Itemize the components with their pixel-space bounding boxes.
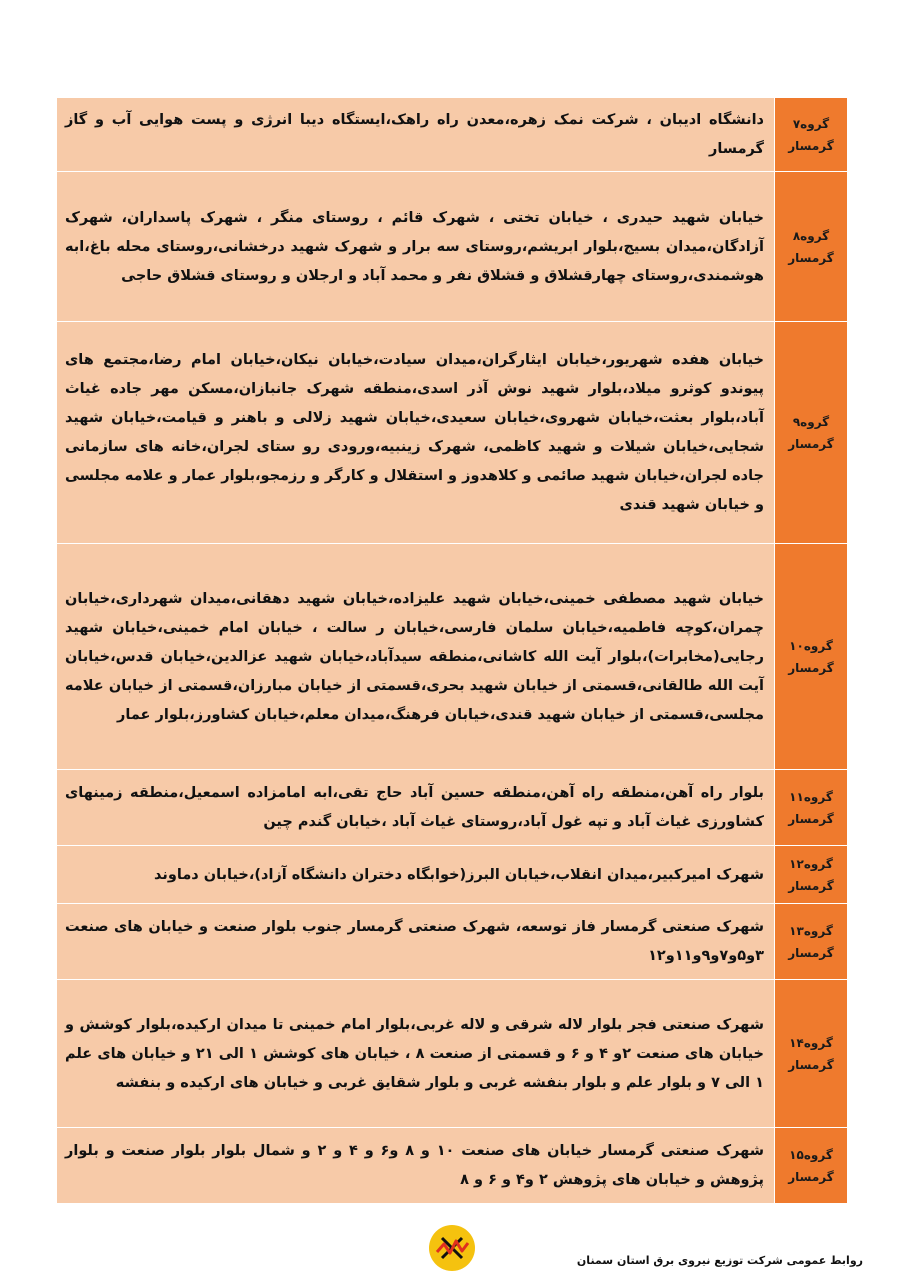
areas-cell: خیابان شهید حیدری ، خیابان تختی ، شهرک قائم ، روستای منگر ، شهرک پاسداران، شهرک آزادگان،میدان بسیج،بلوار ابریشم،روستای سه برار و شهرک شهید درخشانی،روستای محله باغ،ابه هوشمندی،روستای چهارقشلاق و قشلاق نفر و محمد آباد و ارجلان و روستای قشلاق حاجی (57, 172, 775, 322)
table-row (57, 1128, 848, 1204)
group-number: گروه۱۴ (789, 1035, 833, 1050)
group-label-cell (775, 980, 848, 1128)
group-city: گرمسار (788, 1057, 834, 1072)
group-label-cell (775, 544, 848, 770)
table-row (57, 846, 848, 904)
areas-cell: شهرک صنعتی فجر بلوار لاله شرقی و لاله غربی،بلوار امام خمینی تا میدان ارکیده،بلوار کوشش و خیابان های صنعت ۲و ۴ و ۶ و قسمتی از صنعت ۸ ، خیابان های کوشش ۱ الی ۲۱ و خیابان های علم ۱ الی ۷ و بلوار علم و بلوار بنفشه غربی و بلوار شقایق غربی و خیابان های ارکیده و بنفشه (57, 980, 775, 1128)
table-row (57, 770, 848, 846)
table-row (57, 322, 848, 544)
group-city: گرمسار (788, 1169, 834, 1184)
group-number: گروه۸ (792, 228, 830, 243)
group-label-cell (775, 172, 848, 322)
footer-caption: روابط عمومی شرکت توزیع نیروی برق استان سمنان (576, 1254, 863, 1267)
group-label-cell (775, 770, 848, 846)
areas-cell: دانشگاه ادیبان ، شرکت نمک زهره،معدن راه راهک،ایستگاه دیبا انرژی و پست هوایی آب و گاز گرمسار (57, 98, 775, 172)
group-label-cell (775, 98, 848, 172)
lightning-logo-icon (428, 1224, 476, 1272)
areas-cell: شهرک صنعتی گرمسار خیابان های صنعت ۱۰ و ۸ و۶ و ۴ و ۲ و شمال بلوار بلوار صنعت و بلوار پژوهش و خیابان های پژوهش ۲ و۴ و ۶ و ۸ (57, 1128, 775, 1204)
group-number: گروه۱۱ (789, 789, 833, 804)
table-row (57, 980, 848, 1128)
table-row (57, 98, 848, 172)
group-city: گرمسار (788, 811, 834, 826)
areas-cell: خیابان شهید مصطفی خمینی،خیابان شهید علیزاده،خیابان شهید دهقانی،میدان شهرداری،خیابان چمران،کوچه فاطمیه،خیابان سلمان فارسی،خیابان ر سالت ، خیابان امام خمینی،خیابان شهید رجایی(مخابرات)،بلوار آیت الله کاشانی،منطقه سیدآباد،خیابان شهید عزالدین،خیابان قدس،خیابان آیت الله طالقانی،قسمتی از خیابان شهید بحری،قسمتی از خیابان مبارزان،قسمتی از خیابان علامه مجلسی،قسمتی از خیابان شهید قندی،خیابان فرهنگ،میدان معلم،خیابان کشاورز،بلوار عمار (57, 544, 775, 770)
group-city: گرمسار (788, 138, 834, 153)
group-label-cell (775, 322, 848, 544)
group-city: گرمسار (788, 945, 834, 960)
group-number: گروه۹ (792, 414, 830, 429)
table-row (57, 172, 848, 322)
table-row (57, 904, 848, 980)
group-city: گرمسار (788, 660, 834, 675)
group-label-cell (775, 1128, 848, 1204)
areas-cell: شهرک صنعتی گرمسار فاز توسعه، شهرک صنعتی گرمسار جنوب بلوار صنعت و خیابان های صنعت ۳و۵و۷و۹و۱۱و۱۲ (57, 904, 775, 980)
areas-cell: خیابان هفده شهریور،خیابان ایثارگران،میدان سیادت،خیابان نیکان،خیابان امام رضا،مجتمع های پیوندو کوثرو میلاد،بلوار شهید نوش آذر اسدی،منطقه شهرک جانبازان،مسکن مهر جاده غیاث آباد،بلوار بعثت،خیابان شهروی،خیابان سعیدی،خیابان شهید زلالی و باهنر و قیامت،خیابان شهید شجایی،خیابان شیلات و شهید کاظمی، شهرک زینبیه،ورودی رو ستای لجران،خانه های سازمانی جاده لجران،خیابان شهید صائمی و کلاهدوز و استقلال و کارگر و رزمجو،بلوار عمار و علامه مجلسی و خیابان شهید قندی (57, 322, 775, 544)
group-label-cell (775, 904, 848, 980)
group-number: گروه۱۵ (789, 1147, 833, 1162)
outage-schedule-table (56, 97, 848, 1204)
group-city: گرمسار (788, 878, 834, 893)
group-number: گروه۱۰ (789, 638, 833, 653)
group-number: گروه۱۲ (789, 856, 833, 871)
table-row (57, 544, 848, 770)
group-label-cell (775, 846, 848, 904)
group-number: گروه۱۳ (789, 923, 833, 938)
group-number: گروه۷ (792, 116, 830, 131)
areas-cell: شهرک امیرکبیر،میدان انقلاب،خیابان البرز(خوابگاه دختران دانشگاه آزاد)،خیابان دماوند (57, 846, 775, 904)
areas-cell: بلوار راه آهن،منطقه راه آهن،منطقه حسین آباد حاج تقی،ابه امامزاده اسمعیل،منطقه زمینهای کشاورزی غیاث آباد و تپه غول آباد،روستای غیاث آباد ،خیابان گندم چین (57, 770, 775, 846)
group-city: گرمسار (788, 250, 834, 265)
group-city: گرمسار (788, 436, 834, 451)
page-footer (0, 1218, 905, 1280)
